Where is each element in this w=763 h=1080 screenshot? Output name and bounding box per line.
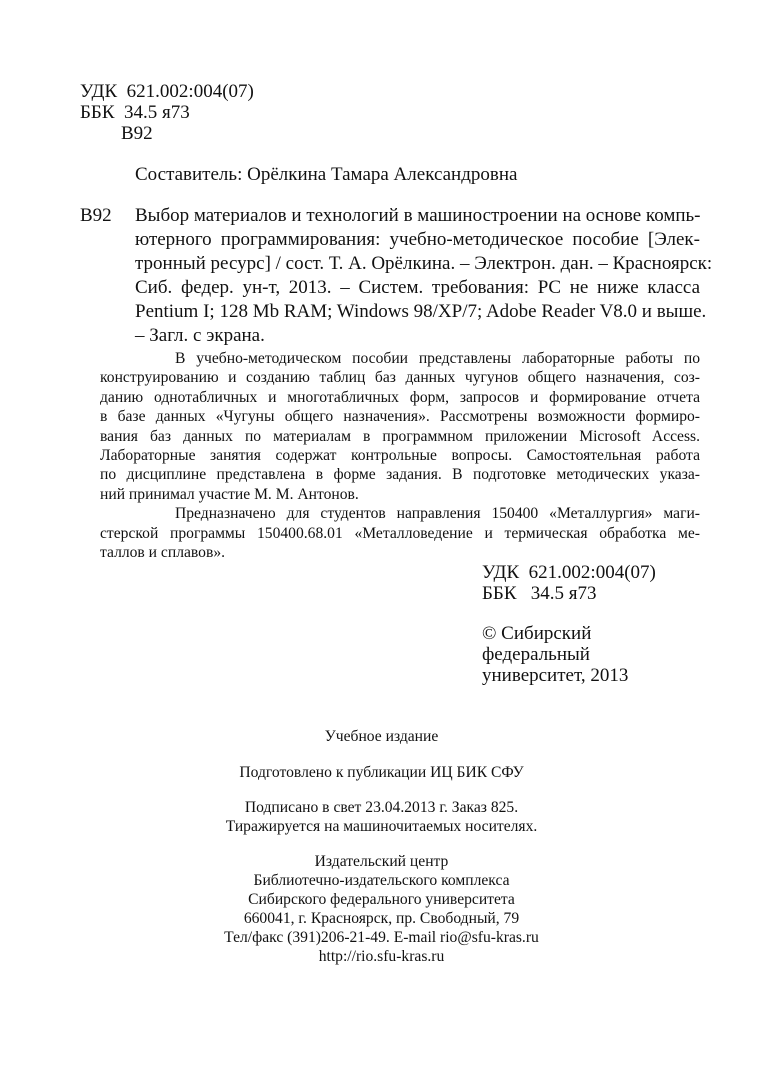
abstract-line: В учебно-методическом пособии представлены лабораторные работы по xyxy=(175,350,700,367)
udk: УДК 621.002:004(07) xyxy=(80,81,254,102)
copyright-line: университет, 2013 xyxy=(482,665,629,686)
prepared-by: Подготовлено к публикации ИЦ БИК СФУ xyxy=(239,764,524,781)
publisher-line: Сибирского федерального университета xyxy=(248,891,515,908)
biblio-line: Выбор материалов и технологий в машиностроении на основе компь- xyxy=(135,205,701,226)
publisher-website: http://rio.sfu-kras.ru xyxy=(318,948,445,965)
abstract-line: стерской программы 150400.68.01 «Металловедение и термическая обработка ме- xyxy=(100,525,700,542)
biblio-line: – Загл. с экрана. xyxy=(135,325,265,346)
abstract-line: по дисциплине представлена в форме задания. В подготовке методических указа- xyxy=(100,466,700,483)
abstract-line: данию однотабличных и многотабличных форм, запросов и формирование отчета xyxy=(100,389,700,406)
biblio-line: Сиб. федер. ун-т, 2013. – Систем. требования: PC не ниже класса xyxy=(135,277,700,298)
biblio-line: Pentium I; 128 Mb RAM; Windows 98/XP/7; Adobe Reader V8.0 и выше. xyxy=(135,301,707,322)
signed-date: Подписано в свет 23.04.2013 г. Заказ 825. xyxy=(244,799,519,816)
compiler: Составитель: Орёлкина Тамара Александровна xyxy=(135,164,518,185)
biblio-line: ютерного программирования: учебно-методическое пособие [Элек- xyxy=(135,229,700,250)
biblio-line: тронный ресурс] / сост. Т. А. Орёлкина. – Электрон. дан. – Красноярск: xyxy=(135,253,713,274)
replication-note: Тиражируется на машиночитаемых носителях. xyxy=(225,818,538,835)
abstract-line: Лабораторные занятия содержат контрольные вопросы. Самостоятельная работа xyxy=(100,447,700,464)
abstract-line: конструированию и созданию таблиц баз данных чугунов общего назначения, соз- xyxy=(100,369,700,386)
publisher-line: Библиотечно-издательского комплекса xyxy=(253,872,510,889)
publisher-contacts: Тел/факс (391)206-21-49. E-mail rio@sfu-kras.ru xyxy=(224,929,539,946)
bbk-right: ББК 34.5 я73 xyxy=(482,583,597,604)
author-code: В92 xyxy=(121,123,153,144)
biblio-code: В92 xyxy=(80,205,112,226)
publisher-address: 660041, г. Красноярск, пр. Свободный, 79 xyxy=(243,910,520,927)
publisher-line: Издательский центр xyxy=(314,853,449,870)
copyright-line: федеральный xyxy=(482,644,590,665)
edition-type: Учебное издание xyxy=(324,728,439,745)
abstract-line: вания баз данных по материалам в программном приложении Microsoft Access. xyxy=(100,428,700,445)
abstract-line: ний принимал участие М. М. Антонов. xyxy=(100,486,359,503)
abstract-line: таллов и сплавов». xyxy=(100,544,226,561)
bbk: ББК 34.5 я73 xyxy=(80,102,190,123)
abstract-line: в базе данных «Чугуны общего назначения». Рассмотрены возможности формиро- xyxy=(100,408,700,425)
copyright-line: © Сибирский xyxy=(482,623,592,644)
udk-right: УДК 621.002:004(07) xyxy=(482,562,656,583)
abstract-line: Предназначено для студентов направления 150400 «Металлургия» маги- xyxy=(175,505,700,522)
